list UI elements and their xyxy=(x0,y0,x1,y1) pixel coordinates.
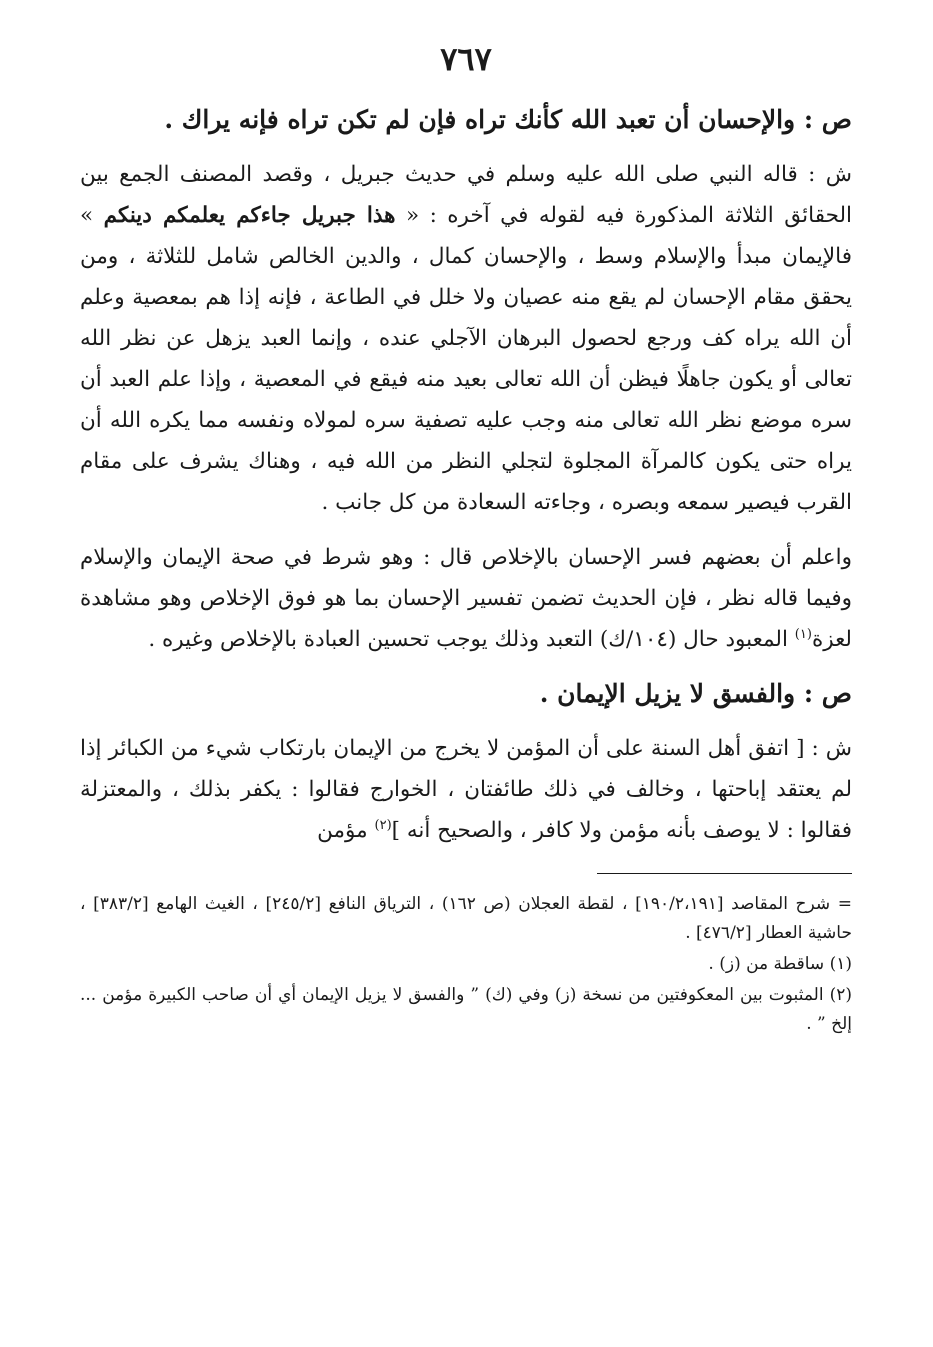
page-number: ٧٦٧ xyxy=(440,40,492,78)
footnote-divider xyxy=(597,873,852,874)
footnote-continuation: = شرح المقاصد [١٩٠/٢،١٩١] ، لقطة العجلان (ص ١٦٢) ، الترياق النافع [٢٤٥/٢] ، الغيث الهامع [٣٨٣/٢] ، حاشية العطار [٤٧٦/٢] . xyxy=(80,894,852,944)
footnote-ref-1: (١) xyxy=(794,627,812,643)
para2-text-a: واعلم أن بعضهم فسر الإحسان بالإخلاص قال : وهو شرط في صحة الإيمان والإسلام وفيما قاله نظر ، فإن الحديث تضمن تفسير الإحسان بما هو فوق الإخلاص وهو مشاهدة لعزة xyxy=(80,545,852,653)
para2-text-b: المعبود حال (١٠٤/ك) التعبد وذلك يوجب تحسين العبادة بالإخلاص وغيره . xyxy=(148,627,795,653)
para1-text-a: ش : قاله النبي صلى الله عليه وسلم في حديث جبريل ، وقصد المصنف الجمع بين الحقائق الثلاثة المذكورة فيه لقوله في آخره : « xyxy=(80,162,852,229)
para1-text-b: » فالإيمان مبدأ والإسلام وسط ، والإحسان كمال ، والدين الخالص شامل للثلاثة ، ومن يحقق مقام الإحسان لم يقع منه عصيان ولا خلل في الطاعة ، فإنه إذا هم بمعصية وعلم أن الله يراه كف ورجع لحصول البرهان الآجلي عنده ، وإنما العبد يزهل عن نظر الله تعالى أو يكون جاهلًا فيظن أن الله تعالى بعيد منه فيقع في المعصية ، وإذا علم العبد أن سره موضع نظر الله تعالى منه وجب عليه تصفية سره لمولاه ونفسه مما يكره الله أن يراه حتى يكون كالمرآة المجلوة لتجلي النظر من الله فيه ، وهناك يشرف على مقام القرب فيصير سمعه وبصره ، وجاءته السعادة من كل جانب . xyxy=(80,203,852,516)
para3-text-b: مؤمن xyxy=(317,818,375,844)
commentary-paragraph-2 xyxy=(80,537,852,660)
footnote-1: (١) ساقطة من (ز) . xyxy=(708,954,852,975)
text-heading-fisq: ص : والفسق لا يزيل الإيمان . xyxy=(539,679,852,709)
para1-bold-quote: هذا جبريل جاءكم يعلمكم دينكم xyxy=(103,203,396,229)
commentary-paragraph-3 xyxy=(80,728,852,851)
footnote-ref-2: (٢) xyxy=(374,818,392,834)
text-heading-ihsan: ص : والإحسان أن تعبد الله كأنك تراه فإن لم تكن تراه فإنه يراك . xyxy=(164,105,852,135)
document-page xyxy=(80,40,852,1041)
para3-text-a: ش : [ اتفق أهل السنة على أن المؤمن لا يخرج من الإيمان بارتكاب شيء من الكبائر إذا لم يعتقد إباحتها ، وخالف في ذلك طائفتان ، الخوارج فقالوا : يكفر بذلك ، والمعتزلة فقالوا : لا يوصف بأنه مؤمن ولا كافر ، والصحيح أنه ] xyxy=(80,736,852,844)
footnote-2: (٢) المثبوت بين المعكوفتين من نسخة (ز) وفي (ك) ” والفسق لا يزيل الإيمان أي أن صاحب الكبيرة مؤمن ... إلخ ” . xyxy=(80,985,852,1035)
commentary-paragraph-1 xyxy=(80,154,852,523)
